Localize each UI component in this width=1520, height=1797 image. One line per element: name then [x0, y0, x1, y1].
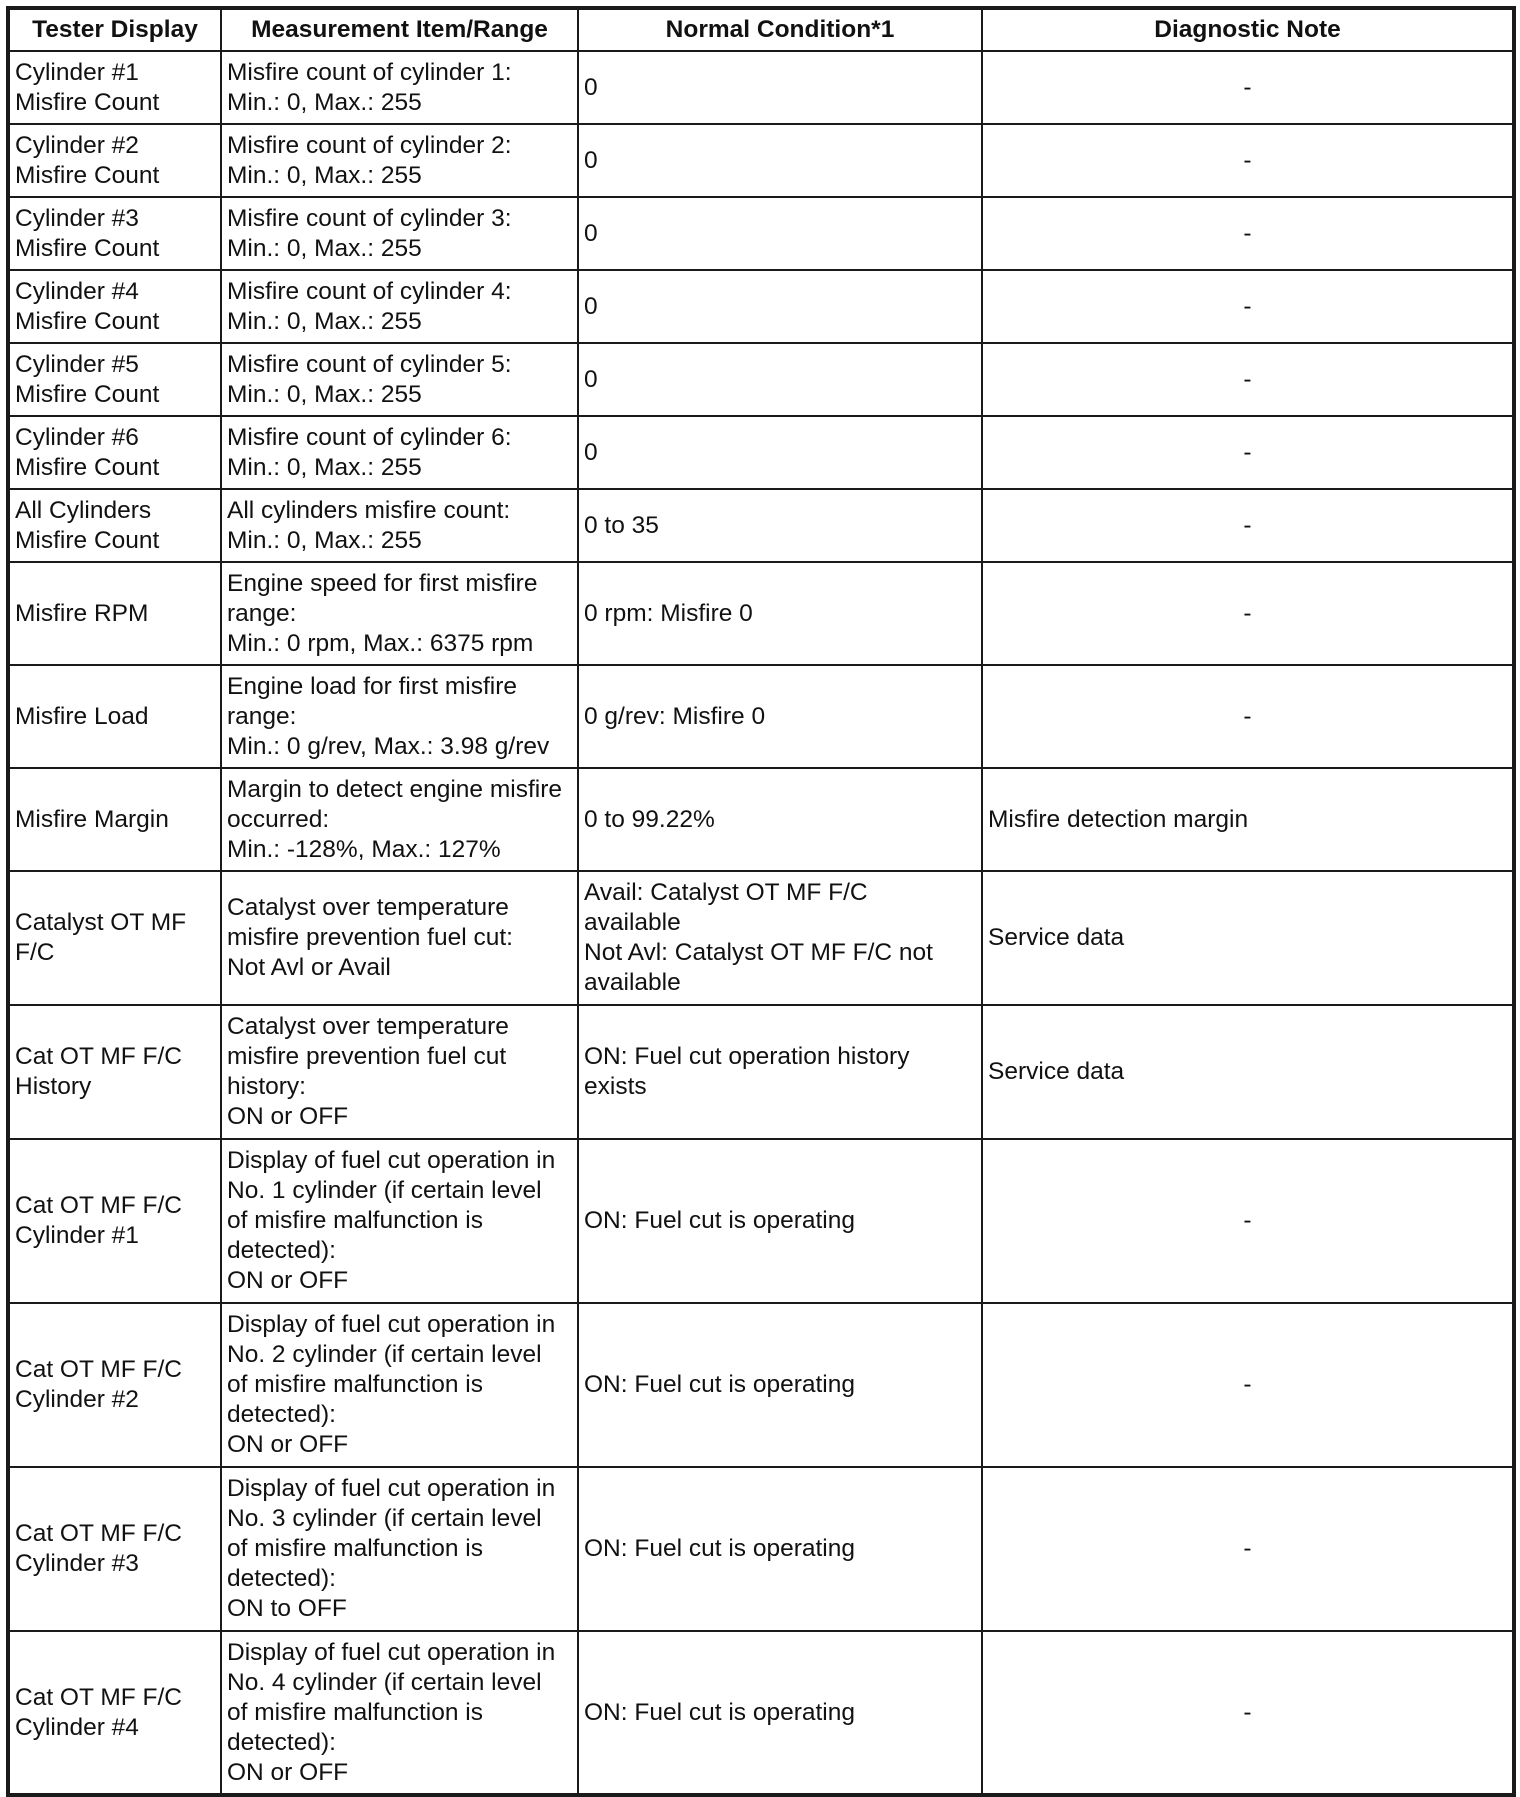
measurement-item-cell-text: Engine speed for first misfire range: Min.: 0 rpm, Max.: 6375 rpm — [227, 569, 538, 657]
tester-display-cell-text: Cat OT MF F/C Cylinder #2 — [15, 1356, 182, 1413]
measurement-item-cell — [221, 871, 578, 1005]
diagnostic-note-cell-text: - — [1243, 702, 1252, 730]
normal-condition-cell-text: 0 to 35 — [584, 511, 659, 539]
normal-condition-cell-text: 0 — [584, 146, 598, 174]
measurement-item-cell — [221, 1631, 578, 1795]
table-row — [8, 768, 1514, 871]
normal-condition-cell-text: 0 rpm: Misfire 0 — [584, 599, 753, 627]
table-row — [8, 1467, 1514, 1631]
normal-condition-cell — [578, 1303, 982, 1467]
diagnostic-note-cell-text: - — [1243, 511, 1252, 539]
table-row — [8, 270, 1514, 343]
normal-condition-cell-text: Avail: Catalyst OT MF F/C available Not Avl: Catalyst OT MF F/C not available — [584, 879, 933, 996]
measurement-item-cell — [221, 124, 578, 197]
normal-condition-cell — [578, 1631, 982, 1795]
normal-condition-cell — [578, 871, 982, 1005]
normal-condition-cell — [578, 343, 982, 416]
measurement-item-cell-text: Margin to detect engine misfire occurred: Min.: -128%, Max.: 127% — [227, 775, 562, 863]
measurement-item-cell — [221, 489, 578, 562]
tester-display-cell-text: All Cylinders Misfire Count — [15, 496, 160, 554]
tester-display-cell-text: Cat OT MF F/C Cylinder #1 — [15, 1192, 182, 1249]
measurement-item-cell — [221, 343, 578, 416]
tester-display-cell — [8, 665, 221, 768]
measurement-item-cell-text: Catalyst over temperature misfire prevention fuel cut history: ON or OFF — [227, 1013, 509, 1130]
diagnostic-note-cell-text: - — [1243, 292, 1252, 320]
tester-display-cell-text: Cylinder #3 Misfire Count — [15, 204, 160, 262]
normal-condition-cell-text: 0 — [584, 365, 598, 393]
diagnostic-note-cell — [982, 124, 1514, 197]
measurement-item-cell-text: Misfire count of cylinder 1: Min.: 0, Max.: 255 — [227, 58, 512, 116]
tester-display-cell — [8, 768, 221, 871]
normal-condition-cell-text: ON: Fuel cut operation history exists — [584, 1043, 910, 1100]
normal-condition-cell — [578, 197, 982, 270]
diagnostic-note-cell — [982, 416, 1514, 489]
measurement-item-cell — [221, 51, 578, 124]
measurement-item-cell — [221, 1005, 578, 1139]
measurement-item-cell-text: Misfire count of cylinder 5: Min.: 0, Max.: 255 — [227, 350, 512, 408]
table-row — [8, 871, 1514, 1005]
diagnostic-note-cell — [982, 343, 1514, 416]
tester-display-cell-text: Cylinder #5 Misfire Count — [15, 350, 160, 408]
table-row — [8, 1631, 1514, 1795]
tester-display-cell-text: Cat OT MF F/C Cylinder #3 — [15, 1520, 182, 1577]
diagnostic-note-cell-text: - — [1243, 365, 1252, 393]
normal-condition-cell-text: 0 — [584, 438, 598, 466]
normal-condition-cell — [578, 51, 982, 124]
measurement-item-cell — [221, 197, 578, 270]
tester-display-cell — [8, 51, 221, 124]
table-row — [8, 343, 1514, 416]
measurement-item-cell-text: Display of fuel cut operation in No. 4 cylinder (if certain level of misfire malfunction is detected): ON or OFF — [227, 1638, 556, 1786]
diagnostic-note-cell — [982, 270, 1514, 343]
spec-table — [6, 6, 1516, 1797]
diagnostic-note-cell — [982, 871, 1514, 1005]
measurement-item-cell-text: Misfire count of cylinder 4: Min.: 0, Max.: 255 — [227, 277, 512, 335]
normal-condition-cell — [578, 768, 982, 871]
normal-condition-cell — [578, 416, 982, 489]
tester-display-cell — [8, 1467, 221, 1631]
diagnostic-note-cell-text: - — [1243, 438, 1252, 466]
measurement-item-cell-text: Display of fuel cut operation in No. 1 cylinder (if certain level of misfire malfunction is detected): ON or OFF — [227, 1147, 556, 1294]
diagnostic-note-cell-text: - — [1243, 146, 1252, 174]
normal-condition-cell — [578, 1467, 982, 1631]
measurement-item-cell-text: Misfire count of cylinder 6: Min.: 0, Max.: 255 — [227, 423, 512, 481]
table-row — [8, 489, 1514, 562]
diagnostic-note-cell — [982, 1005, 1514, 1139]
table-row — [8, 124, 1514, 197]
table-row — [8, 665, 1514, 768]
diagnostic-note-cell — [982, 51, 1514, 124]
measurement-item-cell-text: Misfire count of cylinder 3: Min.: 0, Max.: 255 — [227, 204, 512, 262]
table-row — [8, 562, 1514, 665]
normal-condition-cell — [578, 124, 982, 197]
tester-display-cell-text: Catalyst OT MF F/C — [15, 909, 187, 966]
diagnostic-note-cell-text: - — [1243, 1698, 1252, 1726]
normal-condition-cell-text: 0 — [584, 292, 598, 320]
measurement-item-cell — [221, 768, 578, 871]
table-row — [8, 51, 1514, 124]
measurement-item-cell — [221, 1467, 578, 1631]
tester-display-cell — [8, 1631, 221, 1795]
tester-display-cell — [8, 1303, 221, 1467]
normal-condition-cell-text: 0 to 99.22% — [584, 805, 715, 833]
diagnostic-note-cell — [982, 1631, 1514, 1795]
table-row — [8, 416, 1514, 489]
table-body — [8, 51, 1514, 1795]
diagnostic-note-cell — [982, 197, 1514, 270]
header-tester-display: Tester Display — [8, 8, 221, 51]
tester-display-cell-text: Cylinder #1 Misfire Count — [15, 58, 160, 116]
normal-condition-cell-text: ON: Fuel cut is operating — [584, 1371, 855, 1398]
diagnostic-note-cell-text: - — [1243, 1371, 1252, 1398]
diagnostic-note-cell — [982, 665, 1514, 768]
diagnostic-note-cell — [982, 768, 1514, 871]
header-row — [8, 8, 1514, 51]
tester-display-cell — [8, 489, 221, 562]
measurement-item-cell — [221, 562, 578, 665]
tester-display-cell-text: Misfire RPM — [15, 599, 149, 627]
diagnostic-note-cell — [982, 1303, 1514, 1467]
normal-condition-cell — [578, 1005, 982, 1139]
tester-display-cell — [8, 270, 221, 343]
tester-display-cell — [8, 1139, 221, 1303]
diagnostic-note-cell-text: - — [1243, 1207, 1252, 1234]
tester-display-cell-text: Misfire Margin — [15, 805, 169, 833]
measurement-item-cell — [221, 665, 578, 768]
normal-condition-cell-text: 0 g/rev: Misfire 0 — [584, 702, 766, 730]
measurement-item-cell-text: Catalyst over temperature misfire prevention fuel cut: Not Avl or Avail — [227, 894, 513, 981]
header-measurement-item: Measurement Item/Range — [221, 8, 578, 51]
diagnostic-note-cell — [982, 1467, 1514, 1631]
table-row — [8, 1139, 1514, 1303]
normal-condition-cell-text: ON: Fuel cut is operating — [584, 1535, 855, 1562]
table-row — [8, 197, 1514, 270]
measurement-item-cell-text: Display of fuel cut operation in No. 3 cylinder (if certain level of misfire malfunction is detected): ON to OFF — [227, 1475, 556, 1622]
tester-display-cell-text: Cylinder #2 Misfire Count — [15, 131, 160, 189]
normal-condition-cell — [578, 665, 982, 768]
measurement-item-cell — [221, 1303, 578, 1467]
tester-display-cell — [8, 197, 221, 270]
diagnostic-note-cell-text: Service data — [988, 924, 1125, 951]
normal-condition-cell-text: 0 — [584, 73, 598, 101]
diagnostic-note-cell-text: - — [1243, 73, 1252, 101]
diagnostic-note-cell-text: Service data — [988, 1058, 1125, 1085]
normal-condition-cell-text: 0 — [584, 219, 598, 247]
normal-condition-cell — [578, 489, 982, 562]
normal-condition-cell-text: ON: Fuel cut is operating — [584, 1698, 855, 1726]
table-row — [8, 1303, 1514, 1467]
diagnostic-note-cell-text: Misfire detection margin — [988, 805, 1249, 833]
diagnostic-note-cell — [982, 562, 1514, 665]
normal-condition-cell — [578, 1139, 982, 1303]
normal-condition-cell — [578, 270, 982, 343]
measurement-item-cell-text: All cylinders misfire count: Min.: 0, Max.: 255 — [227, 496, 511, 554]
tester-display-cell-text: Cylinder #4 Misfire Count — [15, 277, 160, 335]
normal-condition-cell — [578, 562, 982, 665]
tester-display-cell-text: Cylinder #6 Misfire Count — [15, 423, 160, 481]
measurement-item-cell-text: Engine load for first misfire range: Min.: 0 g/rev, Max.: 3.98 g/rev — [227, 672, 550, 760]
tester-display-cell — [8, 1005, 221, 1139]
diagnostic-note-cell-text: - — [1243, 599, 1252, 627]
normal-condition-cell-text: ON: Fuel cut is operating — [584, 1207, 855, 1234]
measurement-item-cell-text: Misfire count of cylinder 2: Min.: 0, Max.: 255 — [227, 131, 512, 189]
measurement-item-cell — [221, 270, 578, 343]
diagnostic-note-cell — [982, 1139, 1514, 1303]
tester-display-cell — [8, 416, 221, 489]
table-row — [8, 1005, 1514, 1139]
diagnostic-note-cell-text: - — [1243, 1535, 1252, 1562]
tester-display-cell-text: Cat OT MF F/C History — [15, 1043, 182, 1100]
tester-display-cell — [8, 124, 221, 197]
header-normal-condition: Normal Condition*1 — [578, 8, 982, 51]
tester-display-cell — [8, 343, 221, 416]
diagnostic-note-cell — [982, 489, 1514, 562]
tester-display-cell-text: Misfire Load — [15, 702, 149, 730]
measurement-item-cell-text: Display of fuel cut operation in No. 2 cylinder (if certain level of misfire malfunction is detected): ON or OFF — [227, 1311, 556, 1458]
header-diagnostic-note: Diagnostic Note — [982, 8, 1514, 51]
diagnostic-note-cell-text: - — [1243, 219, 1252, 247]
table-header — [8, 8, 1514, 51]
measurement-item-cell — [221, 416, 578, 489]
tester-display-cell — [8, 562, 221, 665]
measurement-item-cell — [221, 1139, 578, 1303]
tester-display-cell — [8, 871, 221, 1005]
tester-display-cell-text: Cat OT MF F/C Cylinder #4 — [15, 1683, 182, 1741]
